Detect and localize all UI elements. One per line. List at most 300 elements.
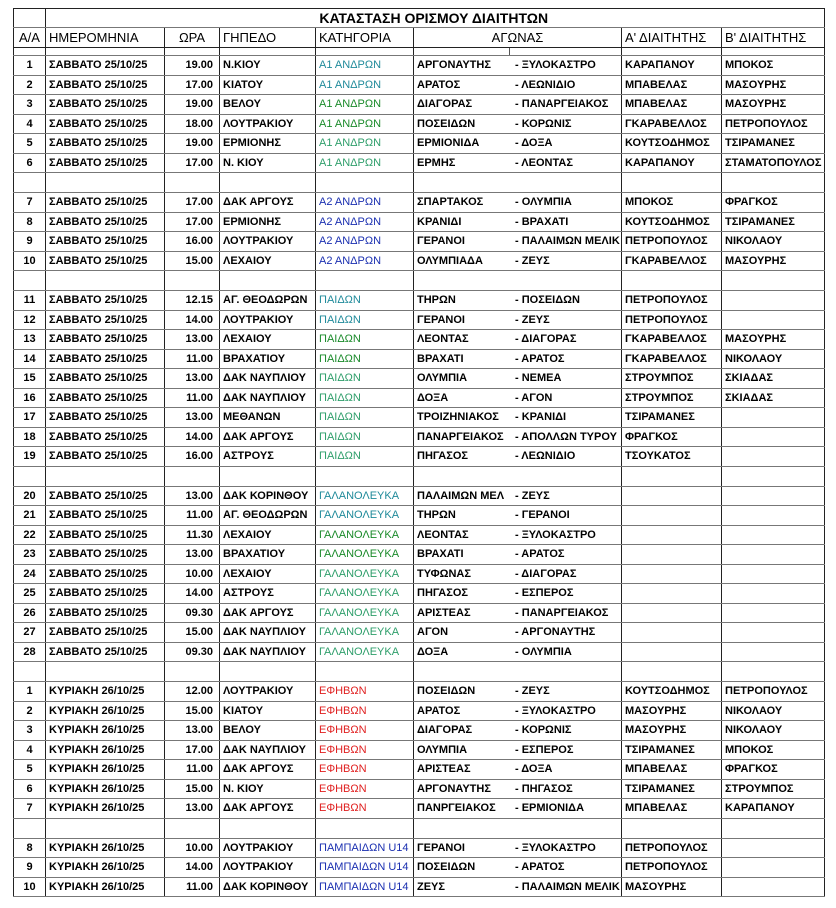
referee-a: ΚΑΡΑΠΑΝΟΥ [622, 153, 722, 173]
away-team: - ΖΕΥΣ [515, 254, 550, 267]
match-row [14, 212, 825, 232]
match-date: ΣΑΒΒΑΤΟ 25/10/25 [46, 193, 165, 213]
match-date: ΣΑΒΒΑΤΟ 25/10/25 [46, 388, 165, 408]
match-row [14, 75, 825, 95]
row-number: 5 [14, 134, 46, 154]
match-row [14, 740, 825, 760]
away-team: - ΔΟΞΑ [515, 763, 553, 776]
referee-b: ΦΡΑΓΚΟΣ [722, 193, 825, 213]
match-time: 17.00 [165, 212, 220, 232]
match-venue: ΚΙΑΤΟΥ [220, 701, 316, 721]
match-row [14, 95, 825, 115]
away-team: - ΠΑΝΑΡΓΕΙΑΚΟΣ [515, 98, 609, 111]
match-venue: ΔΑΚ ΑΡΓΟΥΣ [220, 427, 316, 447]
spacer-row [14, 271, 825, 291]
match-teams [414, 427, 622, 447]
home-team: ΠΗΓΑΣΟΣ [417, 450, 469, 463]
match-category: ΕΦΗΒΩΝ [316, 721, 414, 741]
empty-cell [316, 271, 414, 291]
referee-a: ΓΚΑΡΑΒΕΛΛΟΣ [622, 349, 722, 369]
home-team: ΣΠΑΡΤΑΚΟΣ [417, 196, 484, 209]
match-category: ΓΑΛΑΝΟΛΕΥΚΑ [316, 545, 414, 565]
referee-b: ΝΙΚΟΛΑΟΥ [722, 232, 825, 252]
row-number: 27 [14, 623, 46, 643]
referee-a: ΜΠΑΒΕΛΑΣ [622, 760, 722, 780]
match-row [14, 584, 825, 604]
match-venue: ΔΑΚ ΝΑΥΠΛΙΟΥ [220, 642, 316, 662]
match-teams [414, 153, 622, 173]
referee-b: ΤΣΙΡΑΜΑΝΕΣ [722, 212, 825, 232]
home-team: ΑΡΙΣΤΕΑΣ [417, 606, 471, 619]
empty-cell [165, 662, 220, 682]
match-category: Α2 ΑΝΔΡΩΝ [316, 251, 414, 271]
row-number: 13 [14, 330, 46, 350]
match-time: 14.00 [165, 310, 220, 330]
empty-cell [414, 466, 622, 486]
empty-cell [722, 818, 825, 838]
match-venue: ΔΑΚ ΚΟΡΙΝΘΟΥ [220, 486, 316, 506]
match-teams [414, 95, 622, 115]
match-teams [414, 506, 622, 526]
home-team: ΤΡΟΙΖΗΝΙΑΚΟΣ [417, 411, 499, 424]
empty-cell [46, 48, 165, 56]
empty-cell [414, 48, 622, 56]
match-teams [414, 838, 622, 858]
match-venue: ΑΓ. ΘΕΟΔΩΡΩΝ [220, 291, 316, 311]
empty-cell [622, 662, 722, 682]
empty-cell [622, 48, 722, 56]
referee-b: ΣΚΙΑΔΑΣ [722, 388, 825, 408]
row-number: 2 [14, 75, 46, 95]
empty-cell [722, 662, 825, 682]
match-date: ΚΥΡΙΑΚΗ 26/10/25 [46, 877, 165, 897]
match-date: ΣΑΒΒΑΤΟ 25/10/25 [46, 75, 165, 95]
match-teams [414, 291, 622, 311]
match-teams [414, 525, 622, 545]
away-team: - ΖΕΥΣ [515, 313, 550, 326]
row-number: 6 [14, 153, 46, 173]
row-number: 10 [14, 877, 46, 897]
referee-b: ΜΑΣΟΥΡΗΣ [722, 75, 825, 95]
referee-b: ΦΡΑΓΚΟΣ [722, 760, 825, 780]
match-date: ΣΑΒΒΑΤΟ 25/10/25 [46, 330, 165, 350]
referee-b: ΣΤΑΜΑΤΟΠΟΥΛΟΣ [722, 153, 825, 173]
referee-a [622, 642, 722, 662]
home-team: ΟΛΥΜΠΙΑ [417, 372, 468, 385]
match-teams [414, 114, 622, 134]
match-date: ΣΑΒΒΑΤΟ 25/10/25 [46, 349, 165, 369]
row-number: 28 [14, 642, 46, 662]
referee-b: ΝΙΚΟΛΑΟΥ [722, 701, 825, 721]
match-category: ΓΑΛΑΝΟΛΕΥΚΑ [316, 584, 414, 604]
match-row [14, 134, 825, 154]
divider [509, 48, 510, 55]
empty-cell [14, 271, 46, 291]
match-time: 18.00 [165, 114, 220, 134]
match-row [14, 291, 825, 311]
match-row [14, 525, 825, 545]
referee-b: ΣΚΙΑΔΑΣ [722, 369, 825, 389]
home-team: ΠΑΝΑΡΓΕΙΑΚΟΣ [417, 430, 504, 443]
referee-a [622, 564, 722, 584]
match-row [14, 701, 825, 721]
match-venue: ΔΑΚ ΚΟΡΙΝΘΟΥ [220, 877, 316, 897]
match-date: ΣΑΒΒΑΤΟ 25/10/25 [46, 408, 165, 428]
match-teams [414, 56, 622, 76]
match-date: ΣΑΒΒΑΤΟ 25/10/25 [46, 134, 165, 154]
referee-assignment-table [13, 8, 825, 897]
referee-b [722, 447, 825, 467]
match-category: Α1 ΑΝΔΡΩΝ [316, 56, 414, 76]
referee-a [622, 584, 722, 604]
away-team: - ΞΥΛΟΚΑΣΤΡΟ [515, 528, 596, 541]
match-category: Α1 ΑΝΔΡΩΝ [316, 134, 414, 154]
match-teams [414, 877, 622, 897]
match-date: ΣΑΒΒΑΤΟ 25/10/25 [46, 291, 165, 311]
referee-b [722, 858, 825, 878]
match-category: ΓΑΛΑΝΟΛΕΥΚΑ [316, 506, 414, 526]
header-ref2: Β' ΔΙΑΙΤΗΤΗΣ [722, 28, 825, 48]
referee-a [622, 545, 722, 565]
match-time: 13.00 [165, 486, 220, 506]
home-team: ΖΕΥΣ [417, 880, 445, 893]
empty-cell [414, 818, 622, 838]
match-row [14, 858, 825, 878]
row-number: 21 [14, 506, 46, 526]
match-category: ΓΑΛΑΝΟΛΕΥΚΑ [316, 486, 414, 506]
away-team: - ΒΡΑΧΑΤΙ [515, 215, 569, 228]
away-team: - ΠΑΛΑΙΜΩΝ ΜΕΛΙΚ [515, 235, 620, 248]
match-row [14, 388, 825, 408]
away-team: - ΑΡΑΤΟΣ [515, 548, 565, 561]
match-category: ΕΦΗΒΩΝ [316, 799, 414, 819]
match-category: ΠΑΙΔΩΝ [316, 369, 414, 389]
row-number: 8 [14, 212, 46, 232]
match-row [14, 760, 825, 780]
match-row [14, 623, 825, 643]
home-team: ΑΡΓΟΝΑΥΤΗΣ [417, 59, 491, 72]
match-time: 11.00 [165, 349, 220, 369]
row-number: 4 [14, 740, 46, 760]
referee-b [722, 603, 825, 623]
empty-cell [165, 818, 220, 838]
empty-cell [165, 466, 220, 486]
away-team: - ΝΕΜΕΑ [515, 372, 562, 385]
match-teams [414, 134, 622, 154]
match-time: 19.00 [165, 56, 220, 76]
referee-b: ΝΙΚΟΛΑΟΥ [722, 349, 825, 369]
match-category: ΠΑΜΠΑΙΔΩΝ U14 [316, 858, 414, 878]
row-number: 4 [14, 114, 46, 134]
row-number: 25 [14, 584, 46, 604]
empty-cell [622, 271, 722, 291]
match-date: ΣΑΒΒΑΤΟ 25/10/25 [46, 232, 165, 252]
match-teams [414, 408, 622, 428]
empty-cell [220, 173, 316, 193]
empty-cell [220, 818, 316, 838]
referee-b: ΣΤΡΟΥΜΠΟΣ [722, 779, 825, 799]
match-time: 09.30 [165, 603, 220, 623]
match-teams [414, 779, 622, 799]
match-category: ΠΑΙΔΩΝ [316, 388, 414, 408]
away-team: - ΔΙΑΓΟΡΑΣ [515, 567, 577, 580]
home-team: ΠΟΣΕΙΔΩΝ [417, 117, 476, 130]
match-row [14, 114, 825, 134]
away-team: - ΞΥΛΟΚΑΣΤΡΟ [515, 59, 596, 72]
referee-b [722, 564, 825, 584]
match-venue: ΔΑΚ ΝΑΥΠΛΙΟΥ [220, 388, 316, 408]
match-time: 13.00 [165, 408, 220, 428]
match-row [14, 193, 825, 213]
match-date: ΚΥΡΙΑΚΗ 26/10/25 [46, 682, 165, 702]
match-category: Α1 ΑΝΔΡΩΝ [316, 114, 414, 134]
row-number: 11 [14, 291, 46, 311]
match-teams [414, 369, 622, 389]
match-category: ΓΑΛΑΝΟΛΕΥΚΑ [316, 603, 414, 623]
referee-a: ΜΠΑΒΕΛΑΣ [622, 95, 722, 115]
referee-a [622, 623, 722, 643]
match-category: ΠΑΙΔΩΝ [316, 408, 414, 428]
match-venue: ΑΣΤΡΟΥΣ [220, 447, 316, 467]
home-team: ΓΕΡΑΝΟΙ [417, 313, 465, 326]
referee-b [722, 623, 825, 643]
referee-a: ΣΤΡΟΥΜΠΟΣ [622, 369, 722, 389]
match-teams [414, 232, 622, 252]
referee-a: ΜΠΑΒΕΛΑΣ [622, 75, 722, 95]
row-number: 1 [14, 682, 46, 702]
empty-cell [220, 271, 316, 291]
match-time: 13.00 [165, 330, 220, 350]
match-time: 11.30 [165, 525, 220, 545]
row-number: 5 [14, 760, 46, 780]
match-category: Α2 ΑΝΔΡΩΝ [316, 193, 414, 213]
referee-b [722, 506, 825, 526]
match-category: ΠΑΜΠΑΙΔΩΝ U14 [316, 877, 414, 897]
match-category: ΠΑΜΠΑΙΔΩΝ U14 [316, 838, 414, 858]
empty-cell [46, 173, 165, 193]
match-row [14, 721, 825, 741]
referee-a: ΤΣΙΡΑΜΑΝΕΣ [622, 408, 722, 428]
row-number: 20 [14, 486, 46, 506]
referee-a: ΠΕΤΡΟΠΟΥΛΟΣ [622, 838, 722, 858]
spacer-row [14, 466, 825, 486]
row-number: 7 [14, 193, 46, 213]
home-team: ΕΡΜΙΟΝΙΔΑ [417, 137, 480, 150]
match-row [14, 153, 825, 173]
referee-b [722, 291, 825, 311]
match-category: ΓΑΛΑΝΟΛΕΥΚΑ [316, 525, 414, 545]
away-team: - ΑΡΑΤΟΣ [515, 352, 565, 365]
match-time: 14.00 [165, 584, 220, 604]
home-team: ΠΑΝΡΓΕΙΑΚΟΣ [417, 802, 496, 815]
match-venue: ΔΑΚ ΝΑΥΠΛΙΟΥ [220, 369, 316, 389]
referee-b [722, 877, 825, 897]
referee-b: ΠΕΤΡΟΠΟΥΛΟΣ [722, 682, 825, 702]
match-venue: ΚΙΑΤΟΥ [220, 75, 316, 95]
match-row [14, 877, 825, 897]
match-venue: ΒΕΛΟΥ [220, 721, 316, 741]
match-date: ΚΥΡΙΑΚΗ 26/10/25 [46, 740, 165, 760]
empty-cell [722, 466, 825, 486]
empty-cell [220, 662, 316, 682]
match-category: ΓΑΛΑΝΟΛΕΥΚΑ [316, 564, 414, 584]
away-team: - ΠΟΣΕΙΔΩΝ [515, 294, 580, 307]
match-time: 13.00 [165, 545, 220, 565]
match-category: Α1 ΑΝΔΡΩΝ [316, 75, 414, 95]
empty-cell [165, 271, 220, 291]
match-category: Α2 ΑΝΔΡΩΝ [316, 232, 414, 252]
match-date: ΣΑΒΒΑΤΟ 25/10/25 [46, 584, 165, 604]
match-venue: ΜΕΘΑΝΩΝ [220, 408, 316, 428]
title-row [14, 9, 825, 28]
match-time: 13.00 [165, 369, 220, 389]
empty-cell [316, 173, 414, 193]
match-time: 11.00 [165, 877, 220, 897]
referee-b: ΜΑΣΟΥΡΗΣ [722, 95, 825, 115]
spacer-row [14, 173, 825, 193]
away-team: - ΕΡΜΙΟΝΙΔΑ [515, 802, 585, 815]
match-row [14, 369, 825, 389]
header-ref1: Α' ΔΙΑΙΤΗΤΗΣ [622, 28, 722, 48]
referee-a: ΓΚΑΡΑΒΕΛΛΟΣ [622, 251, 722, 271]
match-time: 15.00 [165, 701, 220, 721]
referee-a: ΜΠΟΚΟΣ [622, 193, 722, 213]
header-time: ΩΡΑ [165, 28, 220, 48]
match-category: ΠΑΙΔΩΝ [316, 291, 414, 311]
away-team: - ΕΣΠΕΡΟΣ [515, 743, 574, 756]
match-venue: ΛΟΥΤΡΑΚΙΟΥ [220, 838, 316, 858]
home-team: ΤΗΡΩΝ [417, 294, 456, 307]
home-team: ΓΕΡΑΝΟΙ [417, 841, 465, 854]
match-date: ΣΑΒΒΑΤΟ 25/10/25 [46, 153, 165, 173]
away-team: - ΔΙΑΓΟΡΑΣ [515, 333, 577, 346]
match-date: ΚΥΡΙΑΚΗ 26/10/25 [46, 858, 165, 878]
match-time: 14.00 [165, 858, 220, 878]
match-date: ΣΑΒΒΑΤΟ 25/10/25 [46, 251, 165, 271]
row-number: 7 [14, 799, 46, 819]
empty-cell [14, 173, 46, 193]
match-time: 15.00 [165, 251, 220, 271]
match-time: 12.15 [165, 291, 220, 311]
referee-b [722, 427, 825, 447]
row-number: 3 [14, 721, 46, 741]
empty-cell [722, 48, 825, 56]
row-number: 10 [14, 251, 46, 271]
spacer-row [14, 662, 825, 682]
away-team: - ΑΡΓΟΝΑΥΤΗΣ [515, 626, 596, 639]
match-time: 16.00 [165, 232, 220, 252]
referee-a [622, 603, 722, 623]
match-time: 10.00 [165, 564, 220, 584]
row-number: 2 [14, 701, 46, 721]
home-team: ΠΟΣΕΙΔΩΝ [417, 685, 476, 698]
match-venue: ΛΟΥΤΡΑΚΙΟΥ [220, 310, 316, 330]
match-time: 17.00 [165, 153, 220, 173]
referee-a [622, 486, 722, 506]
match-time: 16.00 [165, 447, 220, 467]
match-row [14, 545, 825, 565]
away-team: - ΑΓΟΝ [515, 391, 553, 404]
match-teams [414, 564, 622, 584]
empty-cell [220, 466, 316, 486]
referee-a: ΠΕΤΡΟΠΟΥΛΟΣ [622, 858, 722, 878]
row-number: 15 [14, 369, 46, 389]
referee-b [722, 838, 825, 858]
header-venue: ΓΗΠΕΔΟ [220, 28, 316, 48]
match-row [14, 799, 825, 819]
home-team: ΠΗΓΑΣΟΣ [417, 587, 469, 600]
home-team: ΓΕΡΑΝΟΙ [417, 235, 465, 248]
match-teams [414, 642, 622, 662]
match-venue: ΒΕΛΟΥ [220, 95, 316, 115]
match-category: ΕΦΗΒΩΝ [316, 740, 414, 760]
match-category: ΠΑΙΔΩΝ [316, 310, 414, 330]
match-teams [414, 545, 622, 565]
match-teams [414, 858, 622, 878]
header-category: ΚΑΤΗΓΟΡΙΑ [316, 28, 414, 48]
match-venue: ΛΟΥΤΡΑΚΙΟΥ [220, 114, 316, 134]
match-category: Α1 ΑΝΔΡΩΝ [316, 95, 414, 115]
referee-a: ΚΟΥΤΣΟΔΗΜΟΣ [622, 134, 722, 154]
referee-a: ΜΠΑΒΕΛΑΣ [622, 799, 722, 819]
match-date: ΚΥΡΙΑΚΗ 26/10/25 [46, 779, 165, 799]
empty-cell [46, 662, 165, 682]
home-team: ΤΗΡΩΝ [417, 509, 456, 522]
referee-b [722, 525, 825, 545]
row-number: 12 [14, 310, 46, 330]
match-row [14, 56, 825, 76]
empty-cell [316, 48, 414, 56]
match-date: ΣΑΒΒΑΤΟ 25/10/25 [46, 310, 165, 330]
home-team: ΕΡΜΗΣ [417, 156, 456, 169]
match-category: ΠΑΙΔΩΝ [316, 427, 414, 447]
row-number: 23 [14, 545, 46, 565]
match-time: 11.00 [165, 506, 220, 526]
match-venue: ΛΟΥΤΡΑΚΙΟΥ [220, 858, 316, 878]
match-venue: ΔΑΚ ΝΑΥΠΛΙΟΥ [220, 740, 316, 760]
match-teams [414, 701, 622, 721]
row-number: 22 [14, 525, 46, 545]
referee-b [722, 584, 825, 604]
home-team: ΔΙΑΓΟΡΑΣ [417, 98, 473, 111]
match-date: ΚΥΡΙΑΚΗ 26/10/25 [46, 760, 165, 780]
match-teams [414, 349, 622, 369]
match-row [14, 603, 825, 623]
referee-b: ΤΣΙΡΑΜΑΝΕΣ [722, 134, 825, 154]
match-date: ΣΑΒΒΑΤΟ 25/10/25 [46, 114, 165, 134]
match-venue: ΛΕΧΑΙΟΥ [220, 251, 316, 271]
empty-cell [14, 466, 46, 486]
match-teams [414, 721, 622, 741]
match-teams [414, 584, 622, 604]
row-number: 9 [14, 232, 46, 252]
home-team: ΒΡΑΧΑΤΙ [417, 548, 464, 561]
match-category: ΕΦΗΒΩΝ [316, 701, 414, 721]
home-team: ΑΡΓΟΝΑΥΤΗΣ [417, 782, 491, 795]
match-row [14, 330, 825, 350]
match-time: 19.00 [165, 95, 220, 115]
row-number: 6 [14, 779, 46, 799]
home-team: ΠΑΛΑΙΜΩΝ ΜΕΛ [417, 489, 505, 502]
home-team: ΑΡΙΣΤΕΑΣ [417, 763, 471, 776]
home-team: ΒΡΑΧΑΤΙ [417, 352, 464, 365]
row-number: 1 [14, 56, 46, 76]
home-team: ΔΟΞΑ [417, 645, 449, 658]
away-team: - ΖΕΥΣ [515, 489, 550, 502]
match-teams [414, 740, 622, 760]
header-date: ΗΜΕΡΟΜΗΝΙΑ [46, 28, 165, 48]
referee-a: ΜΑΣΟΥΡΗΣ [622, 877, 722, 897]
